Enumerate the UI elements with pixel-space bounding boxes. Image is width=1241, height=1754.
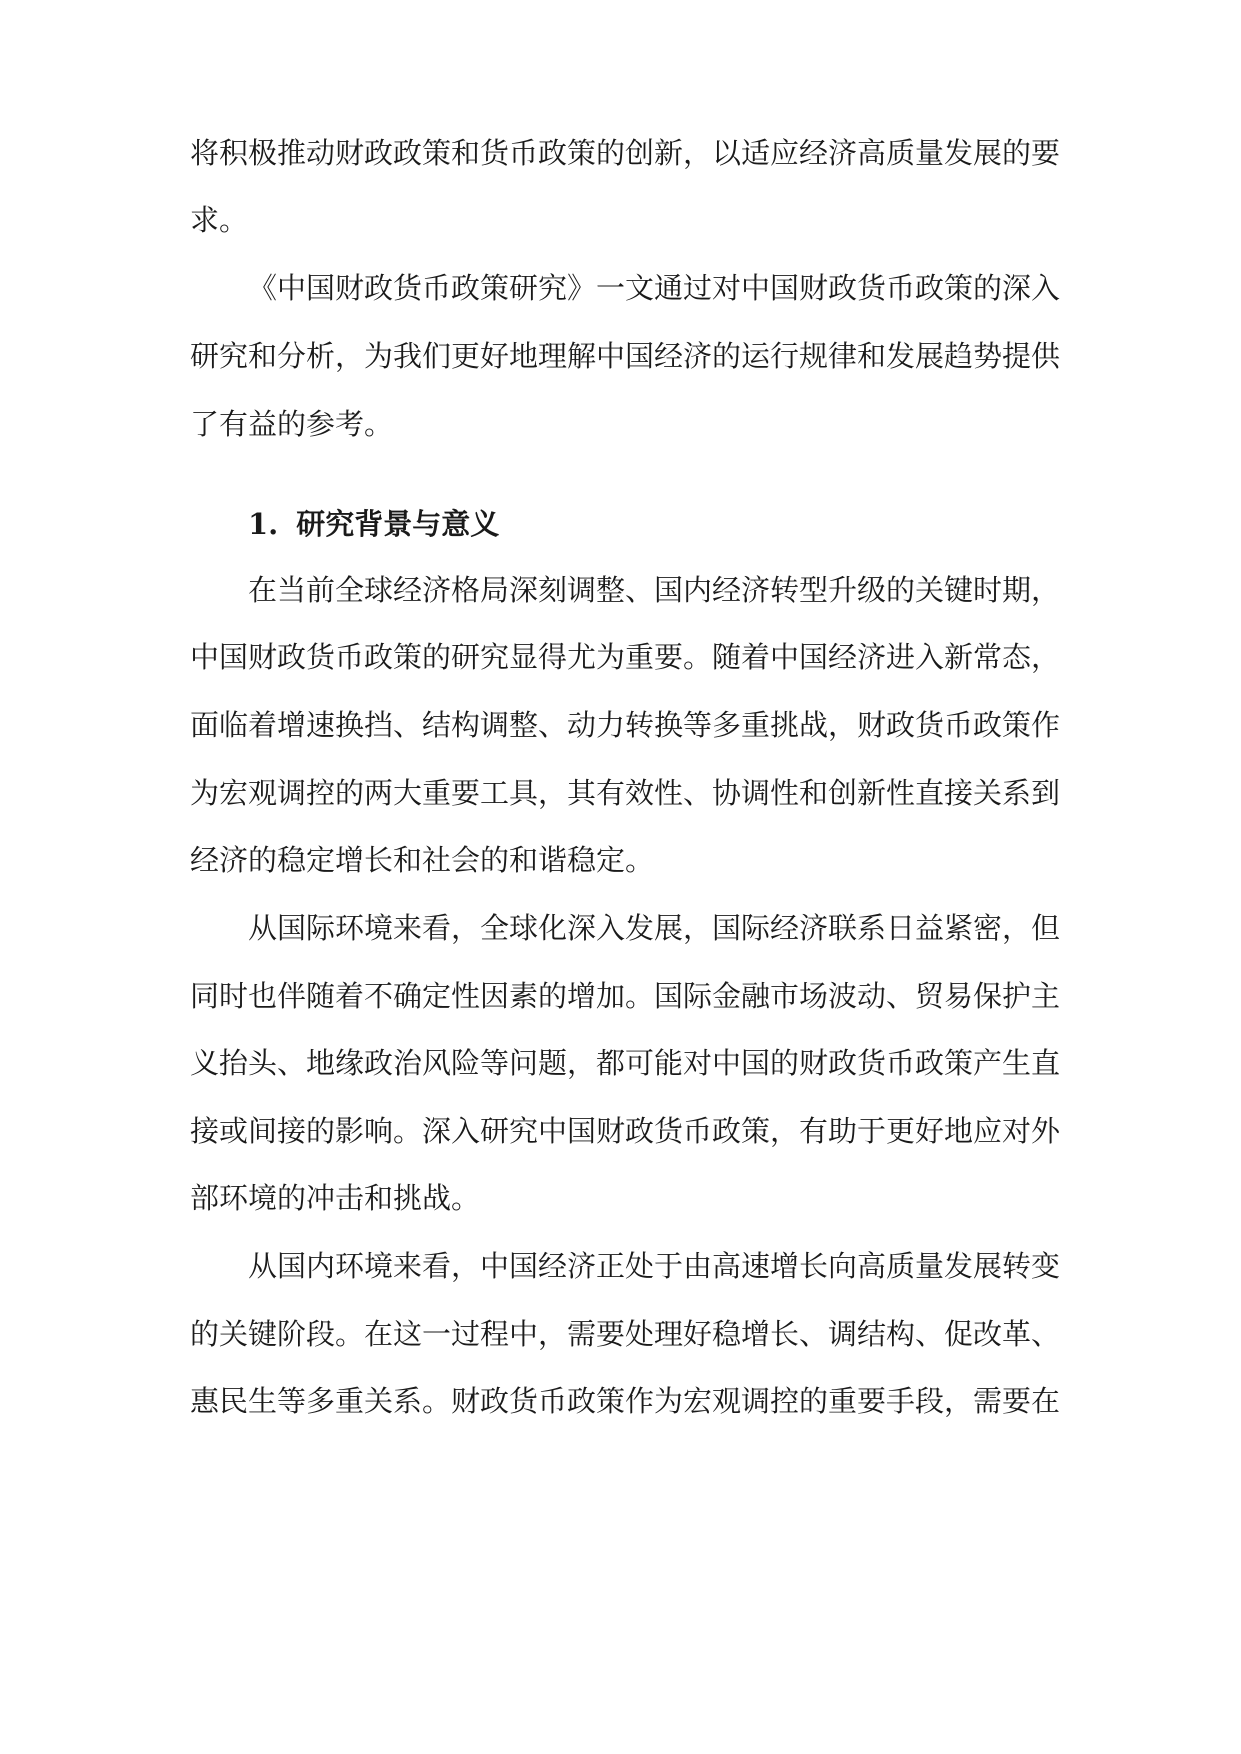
- section-title: 研究背景与意义: [296, 507, 500, 541]
- paragraph-line: 面临着增速换挡、结构调整、动力转换等多重挑战，财政货币政策作: [190, 708, 1061, 742]
- paragraph-line: 从国际环境来看，全球化深入发展，国际经济联系日益紧密，但: [248, 911, 1061, 945]
- paragraph-line: 中国财政货币政策的研究显得尤为重要。随着中国经济进入新常态，: [190, 640, 1061, 674]
- paragraph-line: 在当前全球经济格局深刻调整、国内经济转型升级的关键时期，: [248, 573, 1061, 607]
- paragraph-line: 求。: [190, 203, 249, 237]
- paragraph-line: 同时也伴随着不确定性因素的增加。国际金融市场波动、贸易保护主: [190, 979, 1061, 1013]
- paragraph-line: 研究和分析，为我们更好地理解中国经济的运行规律和发展趋势提供: [190, 339, 1061, 373]
- paragraph-line: 了有益的参考。: [190, 407, 394, 441]
- paragraph-line: 从国内环境来看，中国经济正处于由高速增长向高质量发展转变: [248, 1249, 1061, 1283]
- paragraph-line: 惠民生等多重关系。财政货币政策作为宏观调控的重要手段，需要在: [190, 1384, 1061, 1418]
- paragraph-line: 将积极推动财政政策和货币政策的创新，以适应经济高质量发展的要: [190, 136, 1061, 170]
- paragraph-line: 经济的稳定增长和社会的和谐稳定。: [190, 843, 655, 877]
- paragraph-line: 《中国财政货币政策研究》一文通过对中国财政货币政策的深入: [248, 271, 1061, 305]
- paragraph-line: 义抬头、地缘政治风险等问题，都可能对中国的财政货币政策产生直: [190, 1046, 1061, 1080]
- paragraph-line: 为宏观调控的两大重要工具，其有效性、协调性和创新性直接关系到: [190, 776, 1061, 810]
- section-heading: [248, 504, 499, 544]
- paragraph-line: 的关键阶段。在这一过程中，需要处理好稳增长、调结构、促改革、: [190, 1317, 1061, 1351]
- paragraph-line: 接或间接的影响。深入研究中国财政货币政策，有助于更好地应对外: [190, 1114, 1061, 1148]
- section-number: 1.: [248, 507, 279, 541]
- paragraph-line: 部环境的冲击和挑战。: [190, 1181, 481, 1215]
